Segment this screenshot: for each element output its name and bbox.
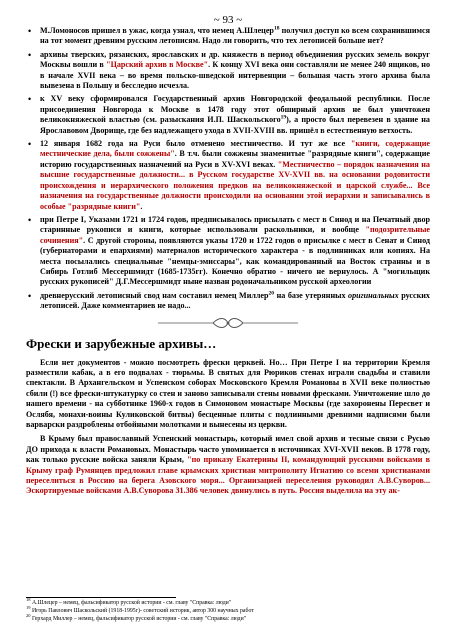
highlighted-quote: "по приказу Екатерины II, командующий русскими войсками в Крыму граф Румянцев предложил главе крымских христиан митрополиту Игнатию со всеми христианами переселиться в Россию на берега Азовского моря... Организацией переселения руководил А.В.Суворов... Эскортируемые войсками А.В.Суворова 31.386 человек двинулись в путь. Россия выделила на эту ак- <box>26 455 431 496</box>
divider-ornament <box>153 316 303 330</box>
bullet-list <box>26 26 430 312</box>
text-run: . <box>140 201 143 211</box>
italic-text: оригинальных <box>348 290 399 300</box>
highlighted-quote: "книги, содержащие местнические дела, были сожжены" <box>40 139 431 159</box>
text-run: Если нет документов - можно посмотреть фрески церквей. Но… При Петре I на территории Кремля разместили кабак, а в его подвалах - тюрьмы. В святых для Рюриков стенах играли свадьбы и ставили спектакли. В Архангельском и Успенском соборах Московского Кремля Романовы в XVII веке полностью сбили (!) все фрески-штукатурку со стен и заново записывали стены новыми фресками. Уничтожение шло до нашего времени - на субботнике 1960-х годов в Симоновом монастыре Москвы (где захоронены Пересвет и Ослябя, монахи-воины Куликовской битвы) бесценные плиты с подлинными древними надписями были варварски раздроблены отбойными молотками и вынесены из церкви. <box>26 357 430 429</box>
text-run: ), а просто был перевезен в здание на Ярославовом Дворище, где без надлежащего ухода в XVII-XVIII вв. пришёл в естественную ветхость. <box>40 115 430 135</box>
footnotes <box>26 597 430 623</box>
footnote <box>26 604 430 616</box>
text-run: . С другой стороны, появляются указы 1720 и 1722 годов о присылке с мест в Сенат и Синод (губернаторами и епархиями) материалов исторического характера - в подлинниках или копиях. На места посылались специальные "немцы-эмиссары", как командированный на Восток странны и в Сибирь Готлиб Мессершмидт (1685-1735гг). Конечно обратно - ничего не вернулось. А "могильщик русских рукописей" Д.Г.Мессершмидт ныне назван родоначальником русской археологии <box>40 235 430 287</box>
footnote-text: Игорь Павлович Шаскольский (1918-1995г)- советский историк, автор 300 научных работ <box>30 607 254 614</box>
text-run: русских летописей. Даже комментариев не надо... <box>40 290 430 311</box>
text-run: В Крыму был православный Успенский монастырь, который имел свой архив и тесные связи с Русью ДО прихода к власти Романовых. Монастырь часто упоминается в источниках XVI-XVII веков. В 1778 году, как только русские войска заняли Крым, <box>26 434 430 465</box>
text-run: к XV веку сформировался Государственный архив Новгородской феодальной республики. После присоединения Новгорода к Москве в 1478 году этот обширный архив не был уничтожен великокняжеской властью (см. разыскания И.П. Шаскольского <box>40 94 430 125</box>
footnote-text: А.Шлецер – немец, фальсификатор русской истории - см. главу "Справка: люди" <box>30 600 232 606</box>
footnote-number: 20 <box>26 612 31 618</box>
section-title: Фрески и зарубежные архивы… <box>26 335 217 351</box>
text-run: при Петре I, Указами 1721 и 1724 годов, предписывалось присылать с мест в Синод и на Печатный двор старинные рукописи и книги, которые использовали раскольники, и вообще <box>40 214 430 235</box>
text-run: М.Ломоносов пришел в ужас, когда узнал, что немец А.Шлецер <box>40 26 274 35</box>
footnote-number: 19 <box>26 604 31 610</box>
bullet-item <box>26 291 430 312</box>
bullet-item <box>26 50 430 92</box>
footnote-text: Герхард Миллер – немец, фальсификатор русской истории - см. главу "Справка: люди" <box>30 615 247 622</box>
text-run: архивы тверских, рязанских, ярославских и др. княжеств в период объединения русских земель вокруг Москвы вошли в <box>40 49 430 70</box>
highlighted-quote: "подозрительные сочинения" <box>40 225 430 245</box>
bullet-item <box>26 26 430 47</box>
footnote-number: 18 <box>26 597 31 603</box>
footnote-rule <box>26 597 176 598</box>
footnote-ref[interactable]: 20 <box>268 290 275 297</box>
footnote-ref[interactable]: 18 <box>273 25 280 32</box>
bullet-item <box>26 215 430 288</box>
text-run: . К концу XVI века они составляли не менее 240 ящиков, но в начале XVII века – во время польско-шведской интервенции – большая часть этого архива была вывезена в Польшу и бесследно исчезла. <box>40 60 430 91</box>
text-run: получил доступ ко всем сохранившимся на тот момент древним русским летописям. Надо ли говорить, что тех летописей больше нет? <box>40 26 430 46</box>
page-number: ~ 93 ~ <box>213 14 243 26</box>
text-run: древнерусский летописный свод нам составил немец Миллер <box>40 290 269 300</box>
text-run: на базе утерянных <box>274 290 349 300</box>
text-run: . В т.ч. были сожжены знаменитые "разрядные книги", содержащие историю государственных назначений на Руси в XV-XVI веках. <box>40 149 430 169</box>
highlighted-quote: "Царский архив в Москве" <box>106 60 209 70</box>
footnote-ref[interactable]: 19 <box>280 114 287 121</box>
section-body <box>26 358 430 497</box>
footnote <box>26 597 430 608</box>
footnote <box>26 612 430 624</box>
paragraph <box>26 358 430 431</box>
highlighted-quote: "Местничество – порядок назначения на высшие государственные должности... в Русском государстве XV-XVII вв. на основании родовитости происхождения и иерархического положения предков на великокняжеской и царской службе... Все назначения на государственные должности происходили на основании этой иерархии и записывались в особые "разрядные книги" <box>40 159 430 211</box>
bullet-item <box>26 94 430 136</box>
paragraph <box>26 434 430 496</box>
bullet-item <box>26 139 430 212</box>
text-run: 12 января 1682 года на Руси было отменено местничество. И тут же все <box>40 139 351 149</box>
